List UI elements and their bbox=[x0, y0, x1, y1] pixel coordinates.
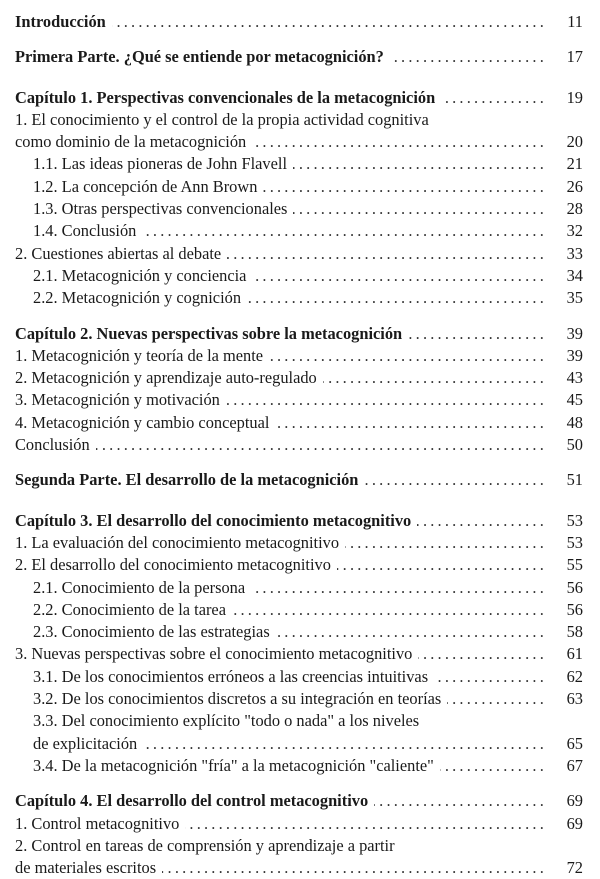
toc-page-number: 69 bbox=[566, 791, 583, 811]
toc-entry bbox=[15, 198, 583, 220]
dot-leader bbox=[252, 265, 547, 287]
toc-entry-line bbox=[33, 710, 583, 732]
dot-leader bbox=[232, 599, 547, 621]
toc-entry-line bbox=[15, 323, 583, 345]
toc-page-number: 33 bbox=[566, 243, 583, 263]
dot-leader bbox=[263, 176, 547, 198]
toc-entry bbox=[15, 176, 583, 198]
dot-leader bbox=[269, 345, 547, 367]
toc-entry bbox=[15, 621, 583, 643]
toc-page-number: 61 bbox=[566, 644, 583, 664]
toc-entry-line bbox=[33, 577, 583, 599]
dot-leader bbox=[337, 554, 547, 576]
toc-page-number: 63 bbox=[566, 689, 583, 709]
toc-entry-title: Introducción bbox=[15, 12, 106, 31]
toc-entry-title: Conclusión bbox=[15, 435, 90, 455]
toc-entry bbox=[15, 46, 583, 68]
toc-entry-line bbox=[15, 434, 583, 456]
toc-entry-title: 2. Metacognición y aprendizaje auto-regulado bbox=[15, 368, 317, 388]
toc-entry bbox=[15, 345, 583, 367]
toc-entry-line bbox=[33, 621, 583, 643]
dot-leader bbox=[96, 434, 547, 456]
toc-entry bbox=[15, 412, 583, 434]
dot-leader bbox=[275, 412, 547, 434]
toc-page-number: 69 bbox=[566, 813, 583, 833]
toc-entry-line bbox=[15, 412, 583, 434]
toc-entry-title: 1. El conocimiento y el control de la propia actividad cognitiva bbox=[15, 109, 429, 129]
toc-page-number: 56 bbox=[566, 577, 583, 597]
toc-entry-title: 4. Metacognición y cambio conceptual bbox=[15, 412, 270, 432]
toc-entry-line bbox=[15, 87, 583, 109]
toc-entry-line bbox=[33, 265, 583, 287]
toc-entry-title: 1.1. Las ideas pioneras de John Flavell bbox=[33, 154, 287, 174]
toc-page-number: 19 bbox=[566, 87, 583, 107]
toc-entry bbox=[15, 109, 583, 154]
toc-entry bbox=[15, 469, 583, 491]
dot-leader bbox=[408, 323, 547, 345]
toc-entry bbox=[15, 87, 583, 109]
toc-entry bbox=[15, 243, 583, 265]
dot-leader bbox=[251, 577, 547, 599]
toc-entry-line bbox=[33, 733, 583, 755]
toc-entry bbox=[15, 220, 583, 242]
toc-entry bbox=[15, 265, 583, 287]
toc-entry-title: Segunda Parte. El desarrollo de la metacognición bbox=[15, 470, 359, 490]
toc-entry-line bbox=[15, 790, 583, 812]
toc-entry-line bbox=[15, 643, 583, 665]
toc-page-number: 48 bbox=[566, 412, 583, 432]
toc-page-number: 21 bbox=[566, 154, 583, 174]
dot-leader bbox=[417, 510, 547, 532]
toc-entry-line bbox=[33, 599, 583, 621]
toc-entry-title: 3.1. De los conocimientos erróneos a las creencias intuitivas bbox=[33, 666, 429, 686]
toc-page-number: 28 bbox=[566, 199, 583, 219]
toc-page-number: 65 bbox=[566, 733, 583, 753]
dot-leader bbox=[434, 666, 547, 688]
toc-page-number: 34 bbox=[566, 265, 583, 285]
toc-entry-title: 3.3. Del conocimiento explícito "todo o nada" a los niveles bbox=[33, 711, 420, 731]
toc-entry-title: de materiales escritos bbox=[15, 858, 157, 878]
toc-entry-title: 2.2. Conocimiento de la tarea bbox=[33, 599, 226, 619]
toc-page-number: 53 bbox=[566, 532, 583, 552]
toc-entry bbox=[15, 577, 583, 599]
toc-entry-line bbox=[15, 367, 583, 389]
toc-entry-title: 1. Control metacognitivo bbox=[15, 813, 180, 833]
toc-entry-line bbox=[15, 469, 583, 491]
toc-page-number: 56 bbox=[566, 599, 583, 619]
toc-entry-line bbox=[33, 198, 583, 220]
toc-entry-title: 3.4. De la metacognición "fría" a la metacognición "caliente" bbox=[33, 755, 434, 775]
toc-page-number: 35 bbox=[566, 288, 583, 308]
toc-entry-title: Capítulo 1. Perspectivas convencionales de la metacognición bbox=[15, 87, 436, 107]
toc-page-number: 11 bbox=[567, 12, 583, 31]
toc-entry-line bbox=[33, 153, 583, 175]
toc-entry-title: Capítulo 2. Nuevas perspectivas sobre la metacognición bbox=[15, 323, 403, 343]
toc-entry-title: 3.2. De los conocimientos discretos a su integración en teorías bbox=[33, 689, 442, 709]
toc-page-number: 17 bbox=[566, 47, 583, 67]
toc-entry-line bbox=[15, 835, 583, 857]
dot-leader bbox=[227, 243, 547, 265]
toc-page-number: 62 bbox=[566, 666, 583, 686]
toc-page-number: 67 bbox=[566, 755, 583, 775]
toc-entry-line bbox=[15, 345, 583, 367]
toc-entry-title: 2.3. Conocimiento de las estrategias bbox=[33, 622, 270, 642]
toc-entry-title: 2. Control en tareas de comprensión y aprendizaje a partir bbox=[15, 835, 395, 855]
dot-leader bbox=[418, 643, 547, 665]
toc-entry-line bbox=[15, 389, 583, 411]
toc-entry-line bbox=[15, 532, 583, 554]
toc-entry-line bbox=[33, 220, 583, 242]
toc-entry bbox=[15, 790, 583, 812]
toc-entry bbox=[15, 434, 583, 456]
dot-leader bbox=[390, 46, 547, 68]
dot-leader bbox=[374, 790, 547, 812]
toc-page-number: 43 bbox=[566, 368, 583, 388]
dot-leader bbox=[293, 198, 547, 220]
toc-page-number: 20 bbox=[566, 132, 583, 152]
toc-entry bbox=[15, 510, 583, 532]
toc-page-number: 55 bbox=[566, 555, 583, 575]
toc-entry-line bbox=[15, 46, 583, 68]
toc-entry-title: como dominio de la metacognición bbox=[15, 132, 247, 152]
toc-entry-line bbox=[15, 11, 583, 33]
dot-leader bbox=[112, 11, 547, 33]
toc-entry bbox=[15, 287, 583, 309]
toc-entry-title: 2.1. Conocimiento de la persona bbox=[33, 577, 246, 597]
dot-leader bbox=[226, 389, 547, 411]
toc-entry-title: Primera Parte. ¿Qué se entiende por metacognición? bbox=[15, 47, 384, 67]
toc-entry bbox=[15, 11, 583, 33]
toc-entry bbox=[15, 153, 583, 175]
toc-page-number: 39 bbox=[566, 345, 583, 365]
dot-leader bbox=[247, 287, 547, 309]
dot-leader bbox=[142, 220, 547, 242]
dot-leader bbox=[143, 733, 547, 755]
toc-page-number: 72 bbox=[566, 858, 583, 878]
toc-page-number: 32 bbox=[566, 221, 583, 241]
toc-entry-title: 1.2. La concepción de Ann Brown bbox=[33, 176, 258, 196]
toc-entry-line bbox=[33, 176, 583, 198]
toc-entry bbox=[15, 710, 583, 755]
toc-entry bbox=[15, 813, 583, 835]
toc-entry-title: de explicitación bbox=[33, 733, 138, 753]
toc-entry bbox=[15, 554, 583, 576]
toc-entry-line bbox=[15, 554, 583, 576]
toc-entry-title: 2. El desarrollo del conocimiento metacognitivo bbox=[15, 555, 331, 575]
dot-leader bbox=[252, 131, 547, 153]
dot-leader bbox=[293, 153, 547, 175]
toc-entry-line bbox=[33, 688, 583, 710]
toc-entry-title: 3. Nuevas perspectivas sobre el conocimiento metacognitivo bbox=[15, 644, 413, 664]
dot-leader bbox=[441, 87, 547, 109]
toc-entry bbox=[15, 367, 583, 389]
toc-entry-title: 1.4. Conclusión bbox=[33, 221, 137, 241]
toc-entry-line bbox=[33, 755, 583, 777]
toc-entry bbox=[15, 688, 583, 710]
toc-entry-title: Capítulo 4. El desarrollo del control metacognitivo bbox=[15, 791, 369, 811]
toc-entry-line bbox=[33, 666, 583, 688]
toc-entry-title: 1. La evaluación del conocimiento metacognitivo bbox=[15, 532, 340, 552]
toc-entry bbox=[15, 643, 583, 665]
dot-leader bbox=[345, 532, 547, 554]
toc-entry bbox=[15, 323, 583, 345]
dot-leader bbox=[323, 367, 547, 389]
toc-entry-line bbox=[15, 243, 583, 265]
toc-entry bbox=[15, 532, 583, 554]
toc-entry-title: 2.1. Metacognición y conciencia bbox=[33, 265, 247, 285]
toc-entry-line bbox=[15, 813, 583, 835]
toc-page-number: 39 bbox=[566, 323, 583, 343]
toc-page-number: 45 bbox=[566, 390, 583, 410]
toc-entry bbox=[15, 599, 583, 621]
toc-entry bbox=[15, 389, 583, 411]
toc-entry bbox=[15, 755, 583, 777]
toc-entry bbox=[15, 835, 583, 879]
toc-page-number: 26 bbox=[566, 176, 583, 196]
toc-entry-line bbox=[15, 109, 583, 131]
toc-page-number: 53 bbox=[566, 510, 583, 530]
dot-leader bbox=[440, 755, 547, 777]
dot-leader bbox=[447, 688, 547, 710]
toc-entry-line bbox=[15, 510, 583, 532]
toc-entry-title: Capítulo 3. El desarrollo del conocimiento metacognitivo bbox=[15, 510, 412, 530]
toc-entry-title: 1. Metacognición y teoría de la mente bbox=[15, 345, 264, 365]
toc-page-number: 51 bbox=[566, 470, 583, 490]
toc-page-number: 58 bbox=[566, 622, 583, 642]
toc-entry-title: 1.3. Otras perspectivas convencionales bbox=[33, 199, 288, 219]
dot-leader bbox=[276, 621, 547, 643]
dot-leader bbox=[364, 469, 547, 491]
toc-page-number: 50 bbox=[566, 435, 583, 455]
toc-entry-title: 2.2. Metacognición y cognición bbox=[33, 288, 242, 308]
toc-entry-title: 2. Cuestiones abiertas al debate bbox=[15, 243, 222, 263]
toc-entry-line bbox=[33, 287, 583, 309]
dot-leader bbox=[185, 813, 547, 835]
toc-entry bbox=[15, 666, 583, 688]
toc-entry-title: 3. Metacognición y motivación bbox=[15, 390, 220, 410]
toc-entry-line bbox=[15, 131, 583, 153]
